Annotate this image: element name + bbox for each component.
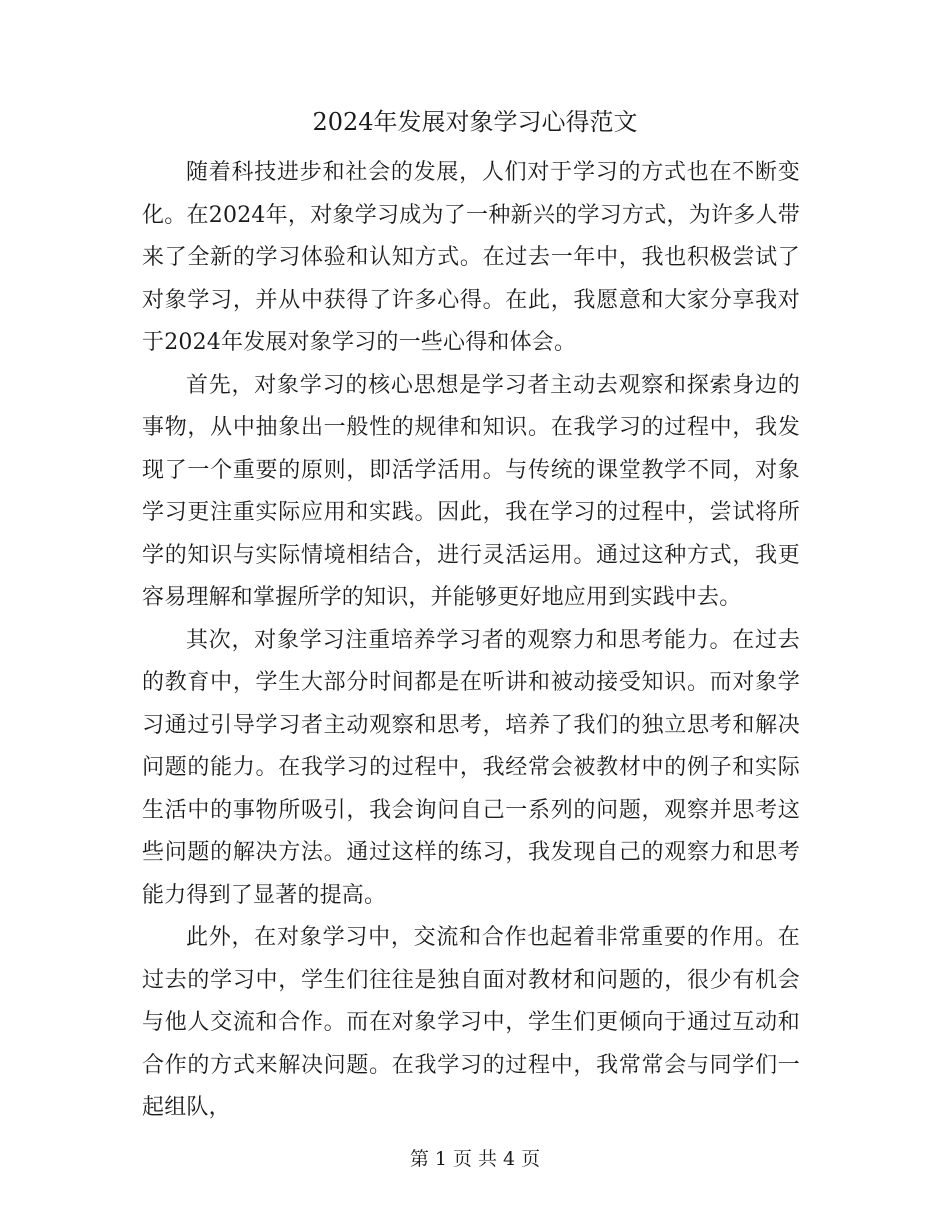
page-footer: [0, 1145, 950, 1173]
document-body: [142, 152, 800, 1130]
document-title: 2024年发展对象学习心得范文: [312, 108, 638, 136]
paragraph-2: 首先，对象学习的核心思想是学习者主动去观察和探索身边的事物，从中抽象出一般性的规律和知识。在我学习的过程中，我发现了一个重要的原则，即活学活用。与传统的课堂教学不同，对象学习更注重实际应用和实践。因此，我在学习的过程中，尝试将所学的知识与实际情境相结合，进行灵活运用。通过这种方式，我更容易理解和掌握所学的知识，并能够更好地应用到实践中去。: [142, 372, 800, 610]
paragraph-1: 随着科技进步和社会的发展，人们对于学习的方式也在不断变化。在2024年，对象学习成为了一种新兴的学习方式，为许多人带来了全新的学习体验和认知方式。在过去一年中，我也积极尝试了对象学习，并从中获得了许多心得。在此，我愿意和大家分享我对于2024年发展对象学习的一些心得和体会。: [142, 160, 800, 355]
page-number-label: 第 1 页 共 4 页: [409, 1148, 541, 1170]
paragraph-4: 此外，在对象学习中，交流和合作也起着非常重要的作用。在过去的学习中，学生们往往是独自面对教材和问题的，很少有机会与他人交流和合作。而在对象学习中，学生们更倾向于通过互动和合作的方式来解决问题。在我学习的过程中，我常常会与同学们一起组队，: [142, 925, 800, 1120]
paragraph-3: 其次，对象学习注重培养学习者的观察力和思考能力。在过去的教育中，学生大部分时间都是在听讲和被动接受知识。而对象学习通过引导学习者主动观察和思考，培养了我们的独立思考和解决问题的能力。在我学习的过程中，我经常会被教材中的例子和实际生活中的事物所吸引，我会询问自己一系列的问题，观察并思考这些问题的解决方法。通过这样的练习，我发现自己的观察力和思考能力得到了显著的提高。: [142, 627, 800, 908]
